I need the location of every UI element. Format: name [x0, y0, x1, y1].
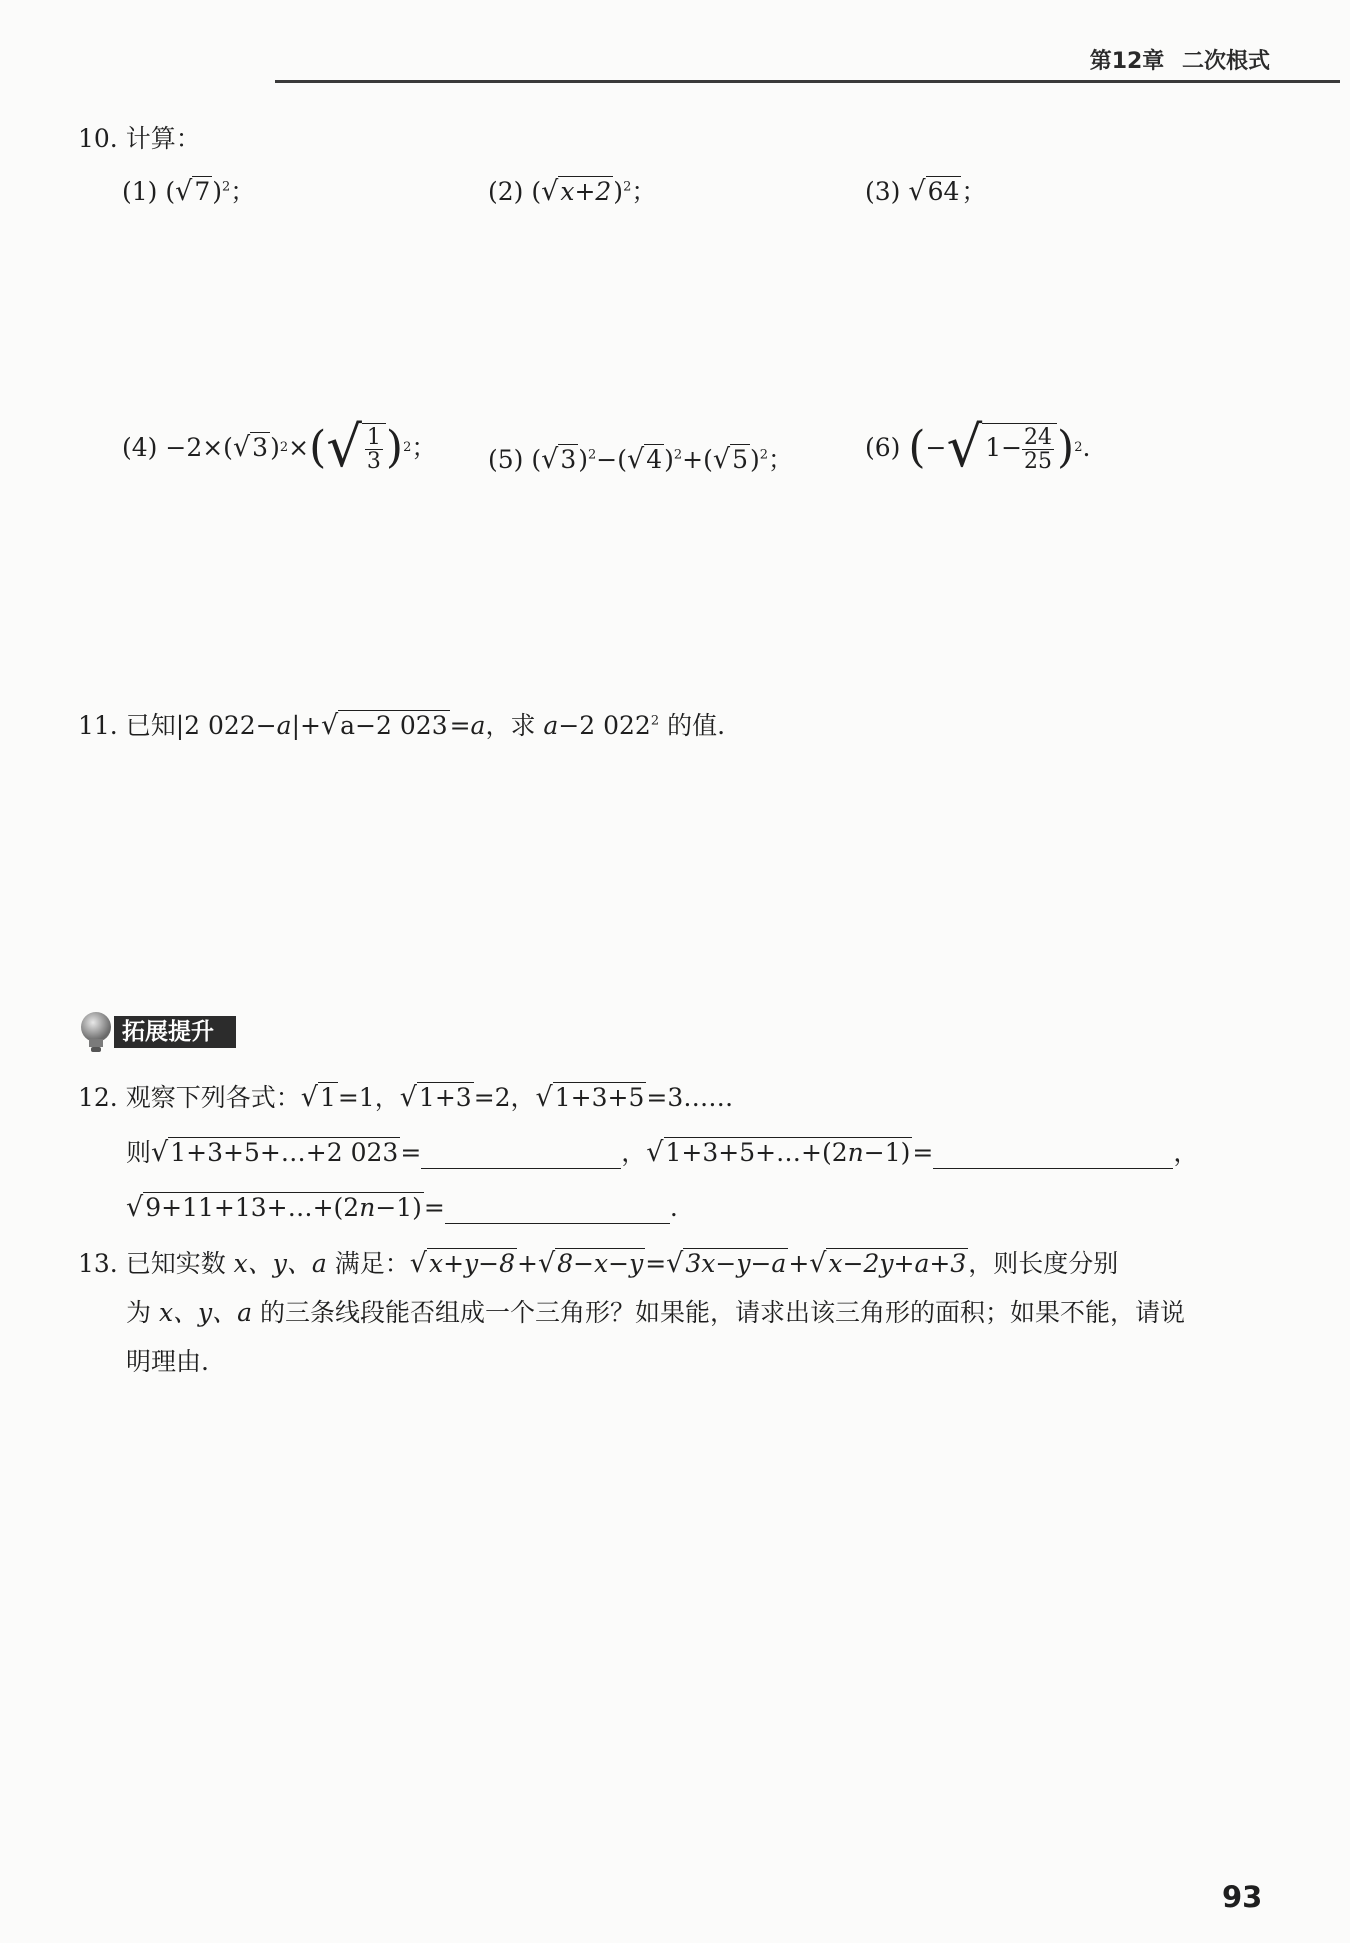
- q11-text: 11. 已知|2 022−a|+√a−2 023=a，求 a−2 $022^2$ 的值.: [78, 710, 726, 741]
- q10-part3: (3) √64；: [865, 176, 987, 207]
- lightbulb-icon: [78, 1010, 118, 1054]
- section-title: 拓展提升: [114, 1016, 236, 1048]
- sqrt-expression: √a−2 023: [320, 710, 448, 741]
- chapter-header: [1090, 44, 1270, 75]
- sqrt-expression: √7: [175, 176, 211, 207]
- part-number: (6): [865, 433, 901, 462]
- q10-part5: (5) $(√3)^2-(√4)^2+(√5)^2$；: [488, 444, 794, 475]
- q12-line3: √9+11+13+…+(2n−1)= .: [126, 1192, 678, 1223]
- q10-part4: (4) −2×( √3 ) 2 × ( √ $\frac{1}{3}$ ) 2 ；: [122, 415, 437, 480]
- q10-label: 10. 计算：: [78, 124, 201, 153]
- q10-part2: (2) $(√x+2)^2$；: [488, 176, 657, 207]
- part-number: (1): [122, 177, 158, 206]
- chapter-title: 二次根式: [1181, 49, 1270, 74]
- header-rule: [275, 80, 1340, 83]
- sqrt-expression: √64: [908, 176, 960, 207]
- q13-line2: 为 x、y、a 的三条线段能否组成一个三角形？如果能，请求出该三角形的面积；如果不能，请说: [126, 1298, 1186, 1327]
- sqrt-fraction: √ 1− $\frac{24}{25}$: [947, 420, 1058, 476]
- answer-blank-1[interactable]: [421, 1144, 621, 1169]
- part-number: (2): [488, 177, 524, 206]
- section-badge: [78, 1012, 238, 1052]
- part-number: (3): [865, 177, 901, 206]
- sqrt-fraction: √ $\frac{1}{3}$: [326, 420, 386, 476]
- part-number: (4): [122, 433, 158, 462]
- q10-part6: (6) ( − √ 1− $\frac{24}{25}$ ) 2 .: [865, 415, 1091, 480]
- q13-line3: 明理由.: [126, 1347, 209, 1376]
- answer-blank-2[interactable]: [933, 1144, 1173, 1169]
- q12-line1: 12. 观察下列各式：√1=1，√1+3=2，√1+3+5=3……: [78, 1082, 734, 1113]
- q13-line1: 13. 已知实数 x、y、a 满足：√x+y−8+√8−x−y=√3x−y−a+√x−2y+a+3，则长度分别: [78, 1248, 1119, 1279]
- q10-part1: (1) $(√7)^2$；: [122, 176, 256, 207]
- sqrt-expression: √x+2: [541, 176, 612, 207]
- part-number: (5): [488, 445, 524, 474]
- chapter-number: 第12章: [1089, 49, 1165, 74]
- sqrt-expression: √3: [232, 431, 269, 463]
- page-number: 93: [1222, 1880, 1263, 1914]
- answer-blank-3[interactable]: [445, 1199, 670, 1224]
- q12-line2: 则√1+3+5+…+2 023= ，√1+3+5+…+(2n−1)= ，: [126, 1137, 1199, 1168]
